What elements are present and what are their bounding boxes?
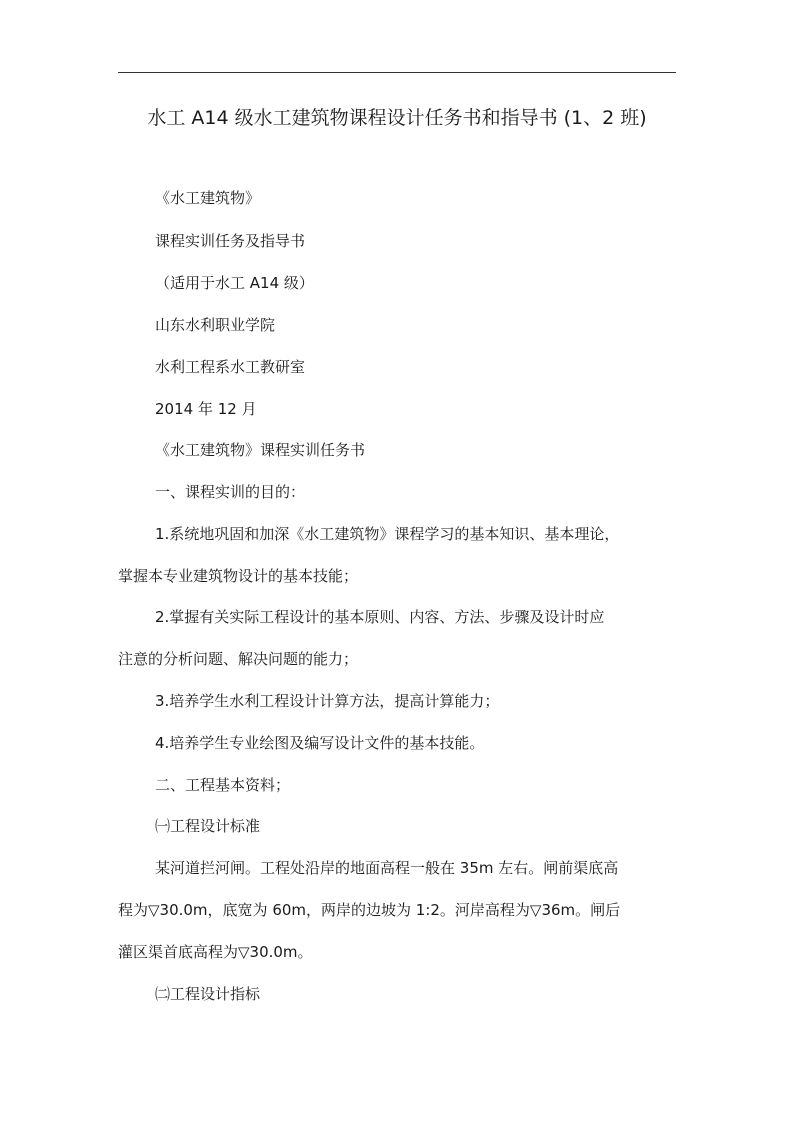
applicable-class: （适用于水工 A14 级）: [155, 274, 314, 292]
item-1-line-1: 1.系统地巩固和加深《水工建筑物》课程学习的基本知识、基本理论，: [155, 525, 620, 543]
department: 水利工程系水工教研室: [155, 358, 306, 376]
paragraph-line-3: 灌区渠首底高程为▽30.0m。: [118, 943, 313, 961]
task-book-heading: 《水工建筑物》课程实训任务书: [155, 441, 366, 459]
course-name: 《水工建筑物》: [155, 189, 261, 207]
section-1-heading: 一、课程实训的目的：: [155, 483, 306, 501]
item-4: 4.培养学生专业绘图及编写设计文件的基本技能。: [155, 734, 485, 752]
subsection-1-heading: ㈠工程设计标准: [155, 817, 261, 835]
doc-subtitle: 课程实训任务及指导书: [155, 232, 306, 250]
item-1-line-2: 掌握本专业建筑物设计的基本技能；: [118, 567, 359, 585]
item-2-line-1: 2.掌握有关实际工程设计的基本原则、内容、方法、步骤及设计时应: [155, 608, 605, 626]
item-3: 3.培养学生水利工程设计计算方法，提高计算能力；: [155, 692, 500, 710]
document-title: 水工 A14 级水工建筑物课程设计任务书和指导书 (1、2 班): [147, 107, 647, 129]
item-2-line-2: 注意的分析问题、解决问题的能力；: [118, 650, 359, 668]
date: 2014 年 12 月: [155, 400, 257, 418]
paragraph-line-1: 某河道拦河闸。工程处沿岸的地面高程一般在 35m 左右。闸前渠底高: [155, 859, 619, 877]
institution: 山东水利职业学院: [155, 316, 276, 334]
subsection-2-heading: ㈡工程设计指标: [155, 985, 261, 1003]
header-rule: [118, 72, 676, 73]
paragraph-line-2: 程为▽30.0m，底宽为 60m，两岸的边坡为 1:2。河岸高程为▽36m。闸后: [118, 901, 621, 919]
section-2-heading: 二、工程基本资料；: [155, 776, 291, 794]
